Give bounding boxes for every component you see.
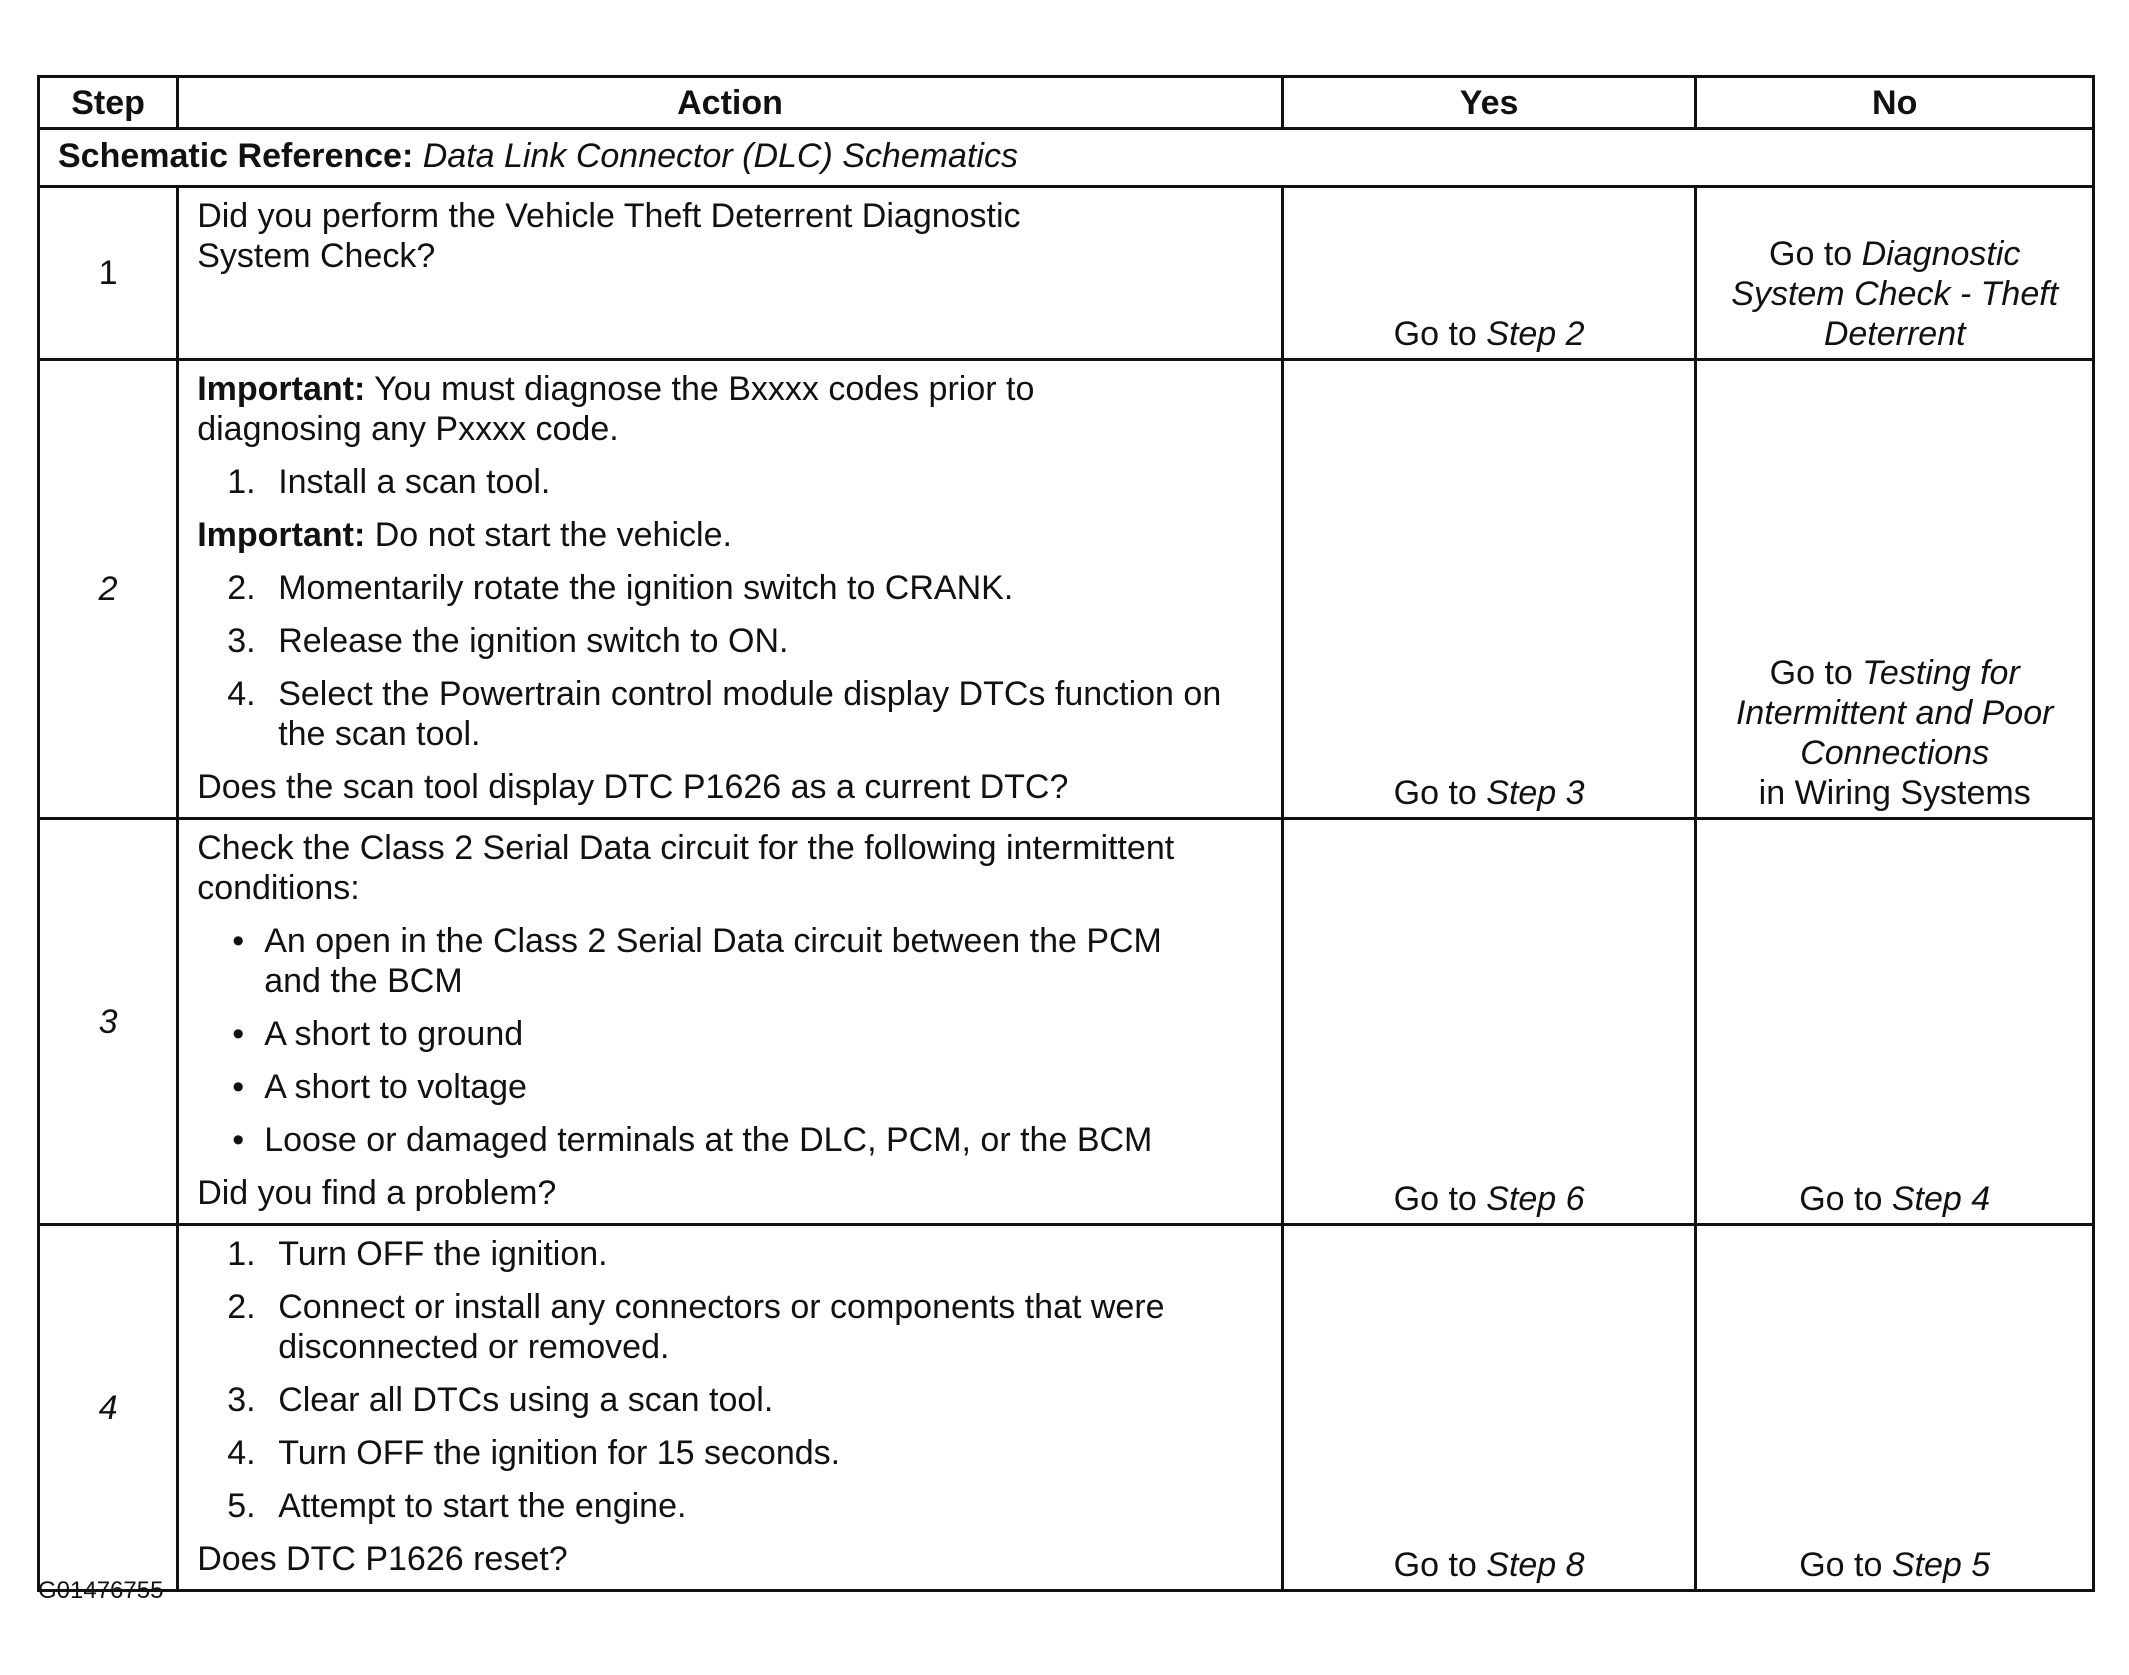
action-cell [178,819,1283,1225]
yes-target[interactable]: Step 8 [1486,1546,1585,1584]
step-number: 2 [39,360,178,819]
yes-prefix: Go to [1393,1180,1477,1218]
table-row [39,360,2094,819]
step-number: 1 [39,187,178,360]
bullet-item: • A short to ground [232,1015,524,1053]
header-row [39,77,2094,129]
question-text: Does the scan tool display DTC P1626 as a current DTC? [197,768,1069,806]
intro-text: Check the Class 2 Serial Data circuit for the following intermittent conditions: [197,829,1175,907]
no-target[interactable]: Step 5 [1891,1546,1991,1584]
action-text: Did you perform the Vehicle Theft Deterrent Diagnostic System Check? [197,197,1021,275]
header-action: Action [178,77,1283,129]
yes-cell[interactable] [1282,1225,1696,1591]
header-step: Step [39,77,178,129]
important-text: Do not start the vehicle. [374,516,732,554]
no-prefix: Go to [1799,1180,1883,1218]
important-label: Important: [197,370,366,408]
bullet-item: • An open in the Class 2 Serial Data circuit between the PCM and the BCM [232,922,1162,1000]
action-cell [178,187,1283,360]
list-item: 2. Momentarily rotate the ignition switch to CRANK. [227,569,1014,607]
list-item: 1. Install a scan tool. [227,463,551,501]
important-label: Important: [197,516,366,554]
yes-prefix: Go to [1393,315,1477,353]
figure-id: G01476755 [38,1577,164,1604]
table-row [39,819,2094,1225]
yes-target[interactable]: Step 6 [1486,1180,1585,1218]
schematic-label: Schematic Reference: [58,137,414,175]
list-item: 5. Attempt to start the engine. [227,1487,687,1525]
no-suffix: in Wiring Systems [1758,774,2031,812]
list-item: 3. Clear all DTCs using a scan tool. [227,1381,774,1419]
question-text: Did you find a problem? [197,1174,557,1212]
list-item: 4. Select the Powertrain control module display DTCs function on the scan tool. [227,675,1222,753]
important-text: You must diagnose the Bxxxx codes prior to diagnosing any Pxxxx code. [197,370,1035,448]
bullet-item: • A short to voltage [232,1068,527,1106]
table-row [39,1225,2094,1591]
important-note [197,369,1097,449]
no-target[interactable]: Testing for Intermittent and Poor Connections [1735,654,2054,772]
schematic-reference [39,129,2094,187]
diagnostic-table [37,75,2095,1592]
schematic-row [39,129,2094,187]
list-item: 4. Turn OFF the ignition for 15 seconds. [227,1434,841,1472]
yes-cell[interactable] [1282,360,1696,819]
list-item: 2. Connect or install any connectors or components that were disconnected or removed. [227,1288,1165,1366]
important-note [197,515,1263,555]
yes-cell[interactable] [1282,187,1696,360]
yes-target[interactable]: Step 3 [1486,774,1585,812]
table-row [39,187,2094,360]
bullet-item: • Loose or damaged terminals at the DLC, PCM, or the BCM [232,1121,1153,1159]
no-cell[interactable] [1696,819,2094,1225]
question-text: Does DTC P1626 reset? [197,1540,568,1578]
no-prefix: Go to [1769,654,1853,692]
header-no: No [1696,77,2094,129]
no-target[interactable]: Diagnostic System Check - Theft Deterrent [1731,235,2059,353]
step-number: 3 [39,819,178,1225]
yes-prefix: Go to [1393,1546,1477,1584]
action-cell [178,1225,1283,1591]
step-number: 4 [39,1225,178,1591]
no-prefix: Go to [1769,235,1853,273]
action-cell [178,360,1283,819]
no-cell[interactable] [1696,187,2094,360]
yes-prefix: Go to [1393,774,1477,812]
schematic-link[interactable]: Data Link Connector (DLC) Schematics [422,137,1018,175]
header-yes: Yes [1282,77,1696,129]
list-item: 1. Turn OFF the ignition. [227,1235,608,1273]
yes-target[interactable]: Step 2 [1486,315,1585,353]
no-prefix: Go to [1799,1546,1883,1584]
yes-cell[interactable] [1282,819,1696,1225]
no-target[interactable]: Step 4 [1891,1180,1991,1218]
no-cell[interactable] [1696,360,2094,819]
no-cell[interactable] [1696,1225,2094,1591]
list-item: 3. Release the ignition switch to ON. [227,622,789,660]
